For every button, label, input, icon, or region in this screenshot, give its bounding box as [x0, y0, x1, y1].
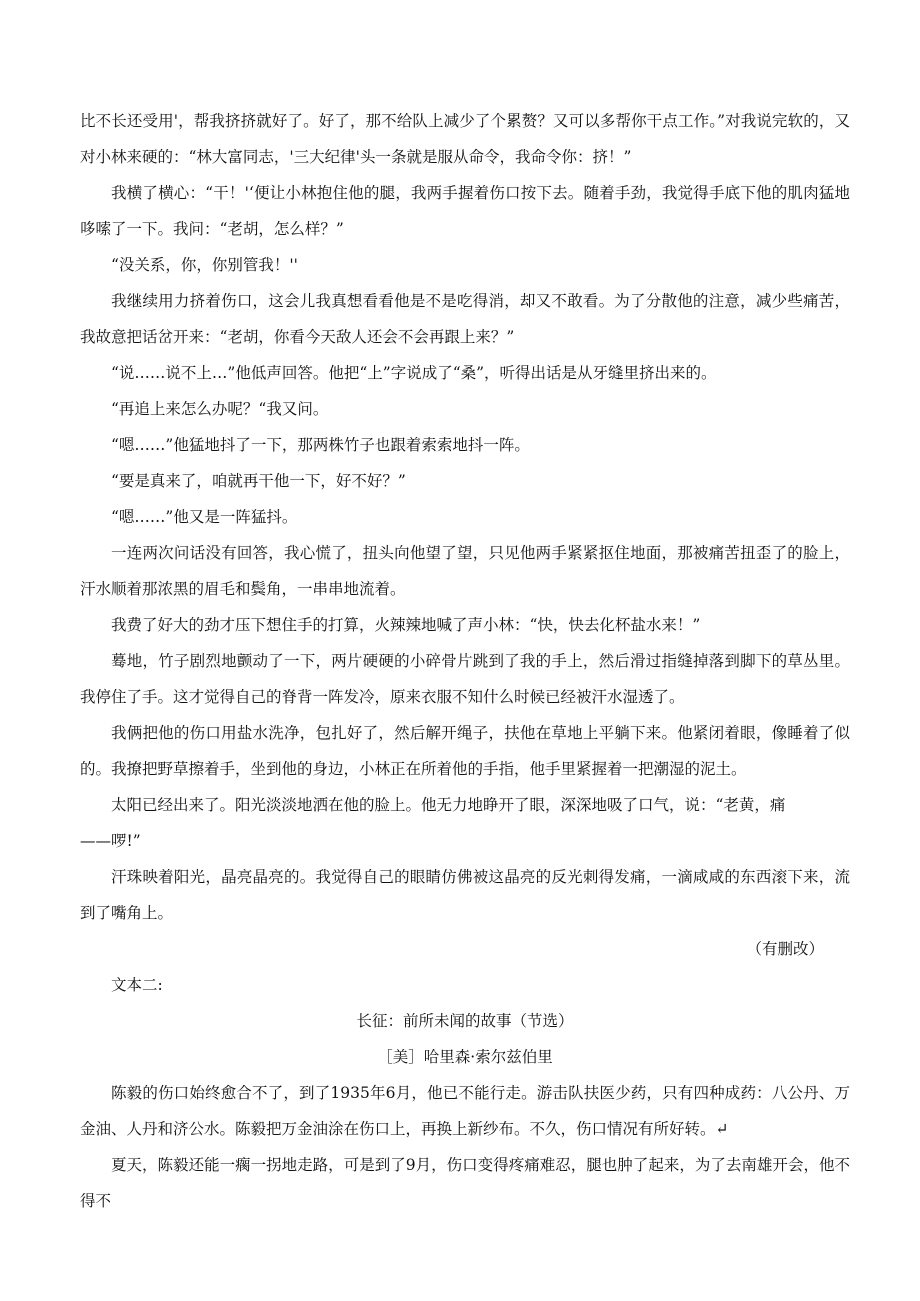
paragraph: 我继续用力挤着伤口，这会儿我真想看看他是不是吃得消，却又不敢看。为了分散他的注意，减少些痛苦，我故意把话岔开来：“老胡，你看今天敌人还会不会再跟上来？” — [80, 292, 850, 346]
document-body — [80, 103, 850, 1219]
paragraph: 比不长还受用'，帮我挤挤就好了。好了，那不给队上减少了个累赘？又可以多帮你干点工作。”对我说完软的，又对小林来硬的：“林大富同志，'三大纪律'头一条就是服从命令，我命令你：挤！” — [80, 112, 850, 166]
paragraph: 蓦地，竹子剧烈地颤动了一下，两片硬硬的小碎骨片跳到了我的手上，然后滑过指缝掉落到脚下的草丛里。我停住了手。这才觉得自己的脊背一阵发冷，原来衣服不知什么时候已经被汗水湿透了。 — [80, 652, 850, 706]
paragraph: “嗯……”他猛地抖了一下，那两株竹子也跟着索索地抖一阵。 — [111, 436, 530, 454]
text-two-title: 长征：前所未闻的故事（节选） — [356, 1012, 574, 1030]
paragraph: “要是真来了，咱就再干他一下，好不好？” — [111, 472, 406, 490]
paragraph: 我横了横心：“干！'‘便让小林抱住他的腿，我两手握着伤口按下去。随着手劲，我觉得手底下他的肌肉猛地哆嗦了一下。我问：“老胡，怎么样？” — [80, 184, 850, 238]
paragraph: 一连两次问话没有回答，我心慌了，扭头向他望了望，只见他两手紧紧抠住地面，那被痛苦扭歪了的脸上，汗水顺着那浓黑的眉毛和鬓角，一串串地流着。 — [80, 544, 850, 598]
paragraph: “说……说不上…”他低声回答。他把“上”字说成了“桑”，听得出话是从牙缝里挤出来的。 — [111, 364, 717, 382]
paragraph-continuation: ——啰!” — [80, 832, 141, 850]
paragraph: 陈毅的伤口始终愈合不了，到了1935年6月，他已不能行走。游击队扶医少药，只有四种成药：八公丹、万金油、人丹和济公水。陈毅把万金油涂在伤口上，再换上新纱布。不久，伤口情况有所好转。↵ — [80, 1084, 850, 1138]
paragraph: 我俩把他的伤口用盐水洗净，包扎好了，然后解开绳子，扶他在草地上平躺下来。他紧闭着眼，像睡着了似的。我撩把野草擦着手，坐到他的身边，小林正在所着他的手指，他手里紧握着一把潮湿的泥土。 — [80, 724, 850, 778]
revision-note: （有删改） — [746, 940, 824, 958]
paragraph: 我费了好大的劲才压下想住手的打算，火辣辣地喊了声小林：“快，快去化杯盐水来！” — [111, 616, 701, 634]
paragraph: “再追上来怎么办呢？“我又问。 — [111, 400, 329, 418]
text-two-author: ［美］哈里森·索尔兹伯里 — [377, 1048, 553, 1066]
paragraph: “嗯……”他又是一阵猛抖。 — [111, 508, 298, 526]
paragraph: 夏天，陈毅还能一瘸一拐地走路，可是到了9月，伤口变得疼痛难忍，腿也肿了起来，为了去南雄开会，他不得不 — [80, 1156, 850, 1210]
paragraph: 太阳已经出来了。阳光淡淡地洒在他的脸上。他无力地睁开了眼，深深地吸了口气，说：“老黄，痛 — [111, 796, 786, 814]
paragraph: 汗珠映着阳光，晶亮晶亮的。我觉得自己的眼睛仿佛被这晶亮的反光刺得发痛，一滴咸咸的东西滚下来，流到了嘴角上。 — [80, 868, 850, 922]
paragraph: “没关系，你，你别管我！'' — [111, 256, 298, 274]
text-two-label: 文本二: — [111, 976, 163, 994]
